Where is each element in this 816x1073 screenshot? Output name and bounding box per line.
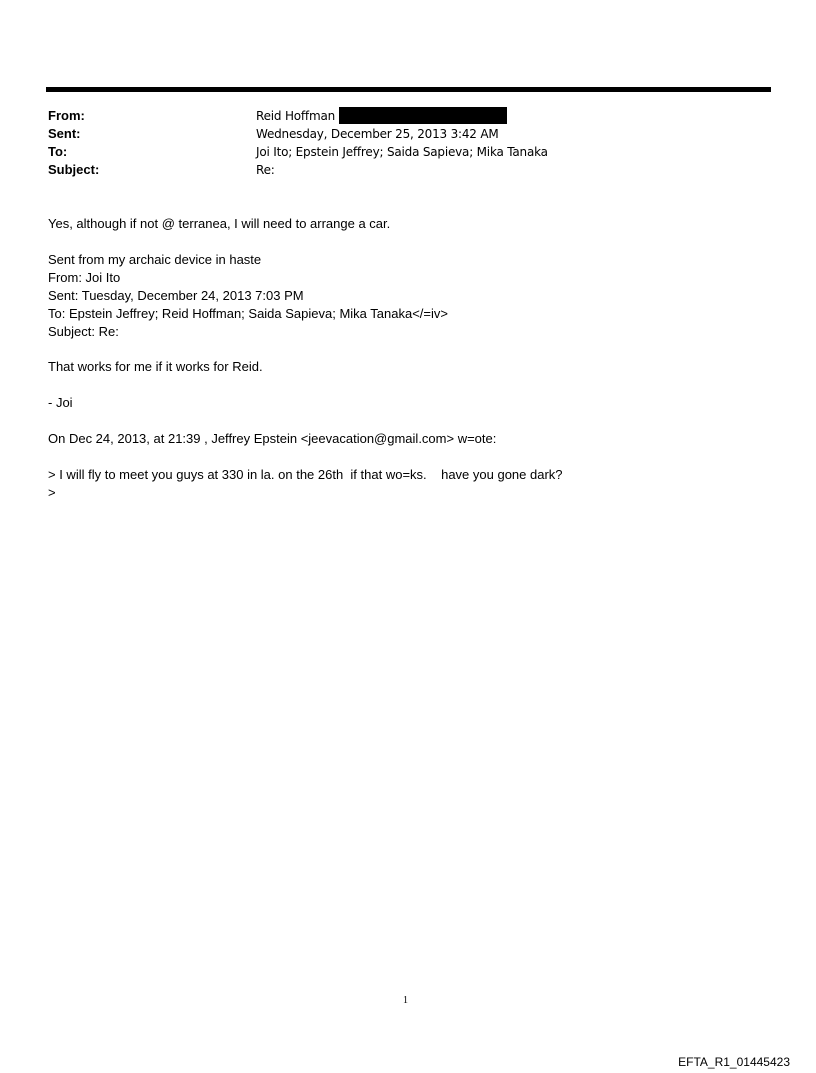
signature-text: Sent from my archaic device in haste bbox=[48, 252, 262, 267]
quoted-sent-line: Sent: Tuesday, December 24, 2013 7:03 PM bbox=[48, 288, 304, 303]
quoted-subject-line: Subject: Re: bbox=[48, 324, 119, 339]
reply-text: Yes, although if not @ terranea, I will need to arrange a car. bbox=[48, 216, 391, 231]
sent-label: Sent: bbox=[48, 126, 81, 141]
header-divider-rule bbox=[46, 87, 771, 92]
to-value: Joi Ito; Epstein Jeffrey; Saida Sapieva; Mika Tanaka bbox=[256, 145, 548, 159]
nested-quote-marker: > bbox=[48, 485, 56, 500]
quoted-from-line: From: Joi Ito bbox=[48, 270, 121, 285]
quoted-to-line: To: Epstein Jeffrey; Reid Hoffman; Saida Sapieva; Mika Tanaka</=iv> bbox=[48, 306, 448, 321]
from-name: Reid Hoffman bbox=[256, 109, 336, 123]
subject-label: Subject: bbox=[48, 162, 100, 177]
from-label: From: bbox=[48, 108, 85, 123]
page-number: 1 bbox=[403, 995, 408, 1006]
bates-number: EFTA_R1_01445423 bbox=[678, 1055, 790, 1069]
redaction-box bbox=[339, 107, 507, 124]
quoted-message-text: That works for me if it works for Reid. bbox=[48, 359, 263, 374]
from-value bbox=[256, 107, 507, 125]
sent-value: Wednesday, December 25, 2013 3:42 AM bbox=[256, 127, 499, 141]
to-label: To: bbox=[48, 144, 68, 159]
subject-value: Re: bbox=[256, 163, 275, 177]
nested-quote-text: > I will fly to meet you guys at 330 in la. on the 26th if that wo=ks. have you gone dark? bbox=[48, 467, 563, 482]
quoted-signoff: - Joi bbox=[48, 395, 73, 410]
quoted-attribution-line: On Dec 24, 2013, at 21:39 , Jeffrey Epstein <jeevacation@gmail.com> w=ote: bbox=[48, 431, 497, 446]
